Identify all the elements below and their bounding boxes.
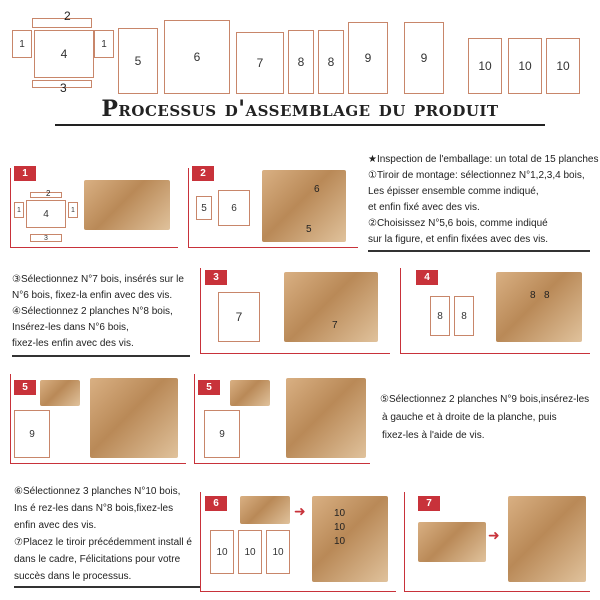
step5b-drawer-photo — [230, 380, 270, 406]
page-title: Processus d'assemblage du produit — [101, 96, 499, 122]
step-2-badge: 2 — [192, 166, 214, 181]
part-3-label: 3 — [60, 81, 67, 95]
step4-photo — [496, 272, 582, 342]
step7-arrow: ➜ — [488, 528, 500, 544]
part-10b: 10 — [508, 38, 542, 94]
step2-part-5: 5 — [196, 196, 212, 220]
text-d-line-2: Ins é rez-les dans N°8 bois,fixez-les — [14, 503, 174, 514]
intro-underline — [368, 250, 590, 252]
intro-line-1: ★Inspection de l'emballage: un total de 15 planches — [368, 154, 599, 165]
text-b-underline — [12, 355, 190, 357]
part-1-left: 1 — [12, 30, 32, 58]
text-b-line-3: ④Sélectionnez 2 planches N°8 bois, — [12, 306, 173, 317]
step-5b-badge: 5 — [198, 380, 220, 395]
text-c-line-3: fixez-les à l'aide de vis. — [382, 430, 485, 441]
part-9b: 9 — [404, 22, 444, 94]
step4-photo-label-a: 8 — [530, 290, 536, 301]
step7-drawer-photo — [418, 522, 486, 562]
step7-organizer-photo — [508, 496, 586, 582]
step-6-badge: 6 — [205, 496, 227, 511]
text-d-line-5: dans le cadre, Félicitations pour votre — [14, 554, 181, 565]
step3-photo-label: 7 — [332, 320, 338, 331]
step6-parts-photo — [240, 496, 290, 524]
step3-part-7: 7 — [218, 292, 260, 342]
part-2-label: 2 — [64, 9, 71, 23]
part-7: 7 — [236, 32, 284, 94]
step1-part-1: 1 — [14, 202, 24, 218]
part-6: 6 — [164, 20, 230, 94]
part-8a: 8 — [288, 30, 314, 94]
step1-part-2-label: 2 — [46, 189, 51, 198]
step6-part-10a: 10 — [210, 530, 234, 574]
text-c-line-2: à gauche et à droite de la planche, puis — [382, 412, 557, 423]
step2-photo-label-5: 5 — [306, 224, 312, 235]
text-b-line-2: N°6 bois, fixez-la enfin avec des vis. — [12, 290, 173, 301]
step6-part-10c: 10 — [266, 530, 290, 574]
intro-line-5: ②Choisissez N°5,6 bois, comme indiqué — [368, 218, 548, 229]
step6-photo-label-b: 10 — [334, 522, 346, 533]
step6-photo-label-c: 10 — [334, 536, 346, 547]
step2-part-6: 6 — [218, 190, 250, 226]
text-d-line-6: succès dans le processus. — [14, 571, 132, 582]
step6-organizer-photo — [312, 496, 388, 582]
text-d-underline — [14, 586, 200, 588]
step-1-badge: 1 — [14, 166, 36, 181]
step5b-part-9: 9 — [204, 410, 240, 458]
title-underline — [55, 124, 545, 126]
step6-photo-label-a: 10 — [334, 508, 346, 519]
step5a-drawer-photo — [40, 380, 80, 406]
step2-photo — [262, 170, 346, 242]
step6-part-10b: 10 — [238, 530, 262, 574]
step1-part-1b: 1 — [68, 202, 78, 218]
part-9a: 9 — [348, 22, 388, 94]
intro-line-2: ①Tiroir de montage: sélectionnez N°1,2,3,4 bois, — [368, 170, 585, 181]
text-d-line-3: enfin avec des vis. — [14, 520, 97, 531]
intro-line-4: et enfin fixé avec des vis. — [368, 202, 480, 213]
part-5: 5 — [118, 28, 158, 94]
step4-part-8b: 8 — [454, 296, 474, 336]
step2-photo-label-6: 6 — [314, 184, 320, 195]
step5a-part-9: 9 — [14, 410, 50, 458]
text-b-line-1: ③Sélectionnez N°7 bois, insérés sur le — [12, 274, 184, 285]
step3-photo — [284, 272, 378, 342]
part-4: 4 — [34, 30, 94, 78]
step1-drawer-photo — [84, 180, 170, 230]
step-4-badge: 4 — [416, 270, 438, 285]
step-7-badge: 7 — [418, 496, 440, 511]
step1-part-4: 4 — [26, 200, 66, 228]
step-5a-badge: 5 — [14, 380, 36, 395]
text-d-line-4: ⑦Placez le tiroir précédemment install é — [14, 537, 192, 548]
step-3-badge: 3 — [205, 270, 227, 285]
step1-part-3: 3 — [30, 234, 62, 242]
intro-line-3: Les épisser ensemble comme indiqué, — [368, 186, 539, 197]
part-1-right: 1 — [94, 30, 114, 58]
step5b-organizer-photo — [286, 378, 366, 458]
text-c-line-1: ⑤Sélectionnez 2 planches N°9 bois,insérez-les — [380, 394, 590, 405]
part-2 — [32, 18, 92, 28]
part-10a: 10 — [468, 38, 502, 94]
step5a-organizer-photo — [90, 378, 178, 458]
step6-arrow: ➜ — [294, 504, 306, 520]
step4-part-8a: 8 — [430, 296, 450, 336]
text-d-line-1: ⑥Sélectionnez 3 planches N°10 bois, — [14, 486, 181, 497]
intro-line-6: sur la figure, et enfin fixées avec des vis. — [368, 234, 549, 245]
text-b-line-4: Insérez-les dans N°6 bois, — [12, 322, 129, 333]
text-b-line-5: fixez-les enfin avec des vis. — [12, 338, 134, 349]
step4-photo-label-b: 8 — [544, 290, 550, 301]
part-10c: 10 — [546, 38, 580, 94]
part-8b: 8 — [318, 30, 344, 94]
